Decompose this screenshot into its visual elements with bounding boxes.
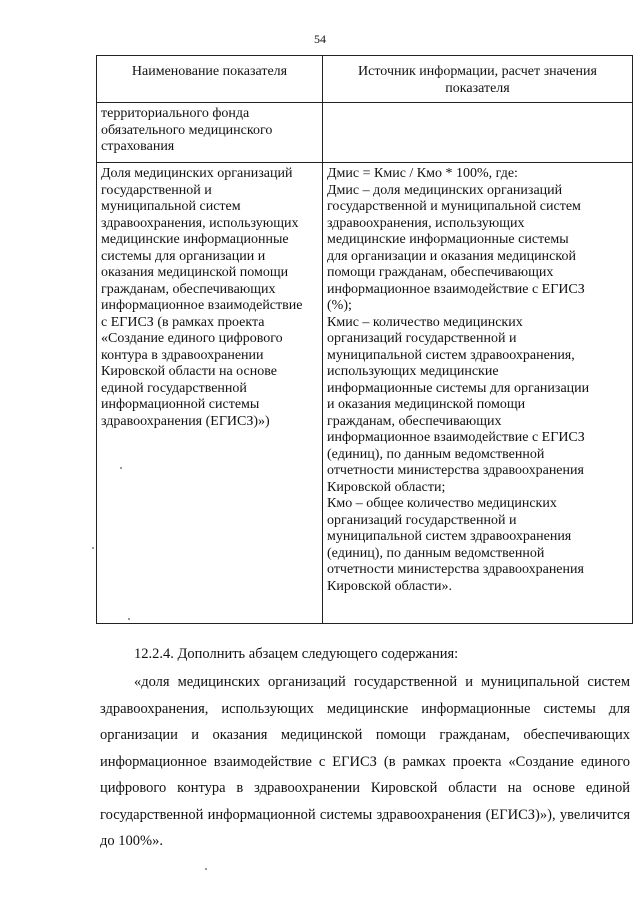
- table-cell-information-source: [323, 163, 633, 624]
- cell-text: Доля медицинских организаций государственной и муниципальной систем здравоохранения, использующих медицинские информационные системы для организации и оказания медицинской помощи гражданам, обеспечивающих информационное взаимодействие с ЕГИСЗ (в рамках проекта «Создание единого цифрового контура в здравоохранении Кировской области на основе единой государственной информационной системы здравоохранения (ЕГИСЗ)»): [101, 166, 303, 429]
- cell-text: территориального фонда обязательного медицинского страхования: [101, 106, 273, 154]
- scan-speck: [92, 547, 94, 549]
- table-cell-indicator-name: [97, 103, 323, 163]
- header-information-source: Источник информации, расчет значения показателя: [323, 56, 633, 103]
- paragraph-quote: «доля медицинских организаций государственной и муниципальной систем здравоохранения, использующих медицинские информационные системы для организации и оказания медицинской помощи гражданам, обеспечивающих информационное взаимодействие с ЕГИСЗ (в рамках проекта «Создание единого цифрового контура в здравоохранении Кировской области на основе единой государственной информационной системы здравоохранения (ЕГИСЗ)»), увеличится до 100%».: [100, 674, 630, 849]
- table-cell-indicator-name: [97, 163, 323, 624]
- indicator-table: [96, 55, 633, 624]
- table-header-row: [97, 56, 633, 103]
- scan-speck: [120, 467, 122, 469]
- table-cell-information-source: [323, 103, 633, 163]
- table-row: [97, 103, 633, 163]
- header-indicator-name: Наименование показателя: [97, 56, 323, 103]
- cell-text: Дмис = Кмис / Кмо * 100%, где: Дмис – доля медицинских организаций государственной и муниципальной систем здравоохранения, использующих медицинские информационные системы для организации и оказания медицинской помощи гражданам, обеспечивающих информационное взаимодействие с ЕГИСЗ (%); Кмис – количество медицинских организаций государственной и муниципальной систем здравоохранения, использующих медицинские информационные системы для организации и оказания медицинской помощи гражданам, обеспечивающих информационное взаимодействие с ЕГИСЗ (единиц), по данным ведомственной отчетности министерства здравоохранения Кировской области; Кмо – общее количество медицинских организаций государственной и муниципальной систем здравоохранения (единиц), по данным ведомственной отчетности министерства здравоохранения Кировской области».: [327, 166, 590, 594]
- page-number: 54: [314, 32, 326, 46]
- scan-speck: [205, 868, 207, 870]
- scan-speck: [128, 618, 130, 620]
- table-row: [97, 163, 633, 624]
- paragraph-heading: 12.2.4. Дополнить абзацем следующего содержания:: [134, 646, 459, 662]
